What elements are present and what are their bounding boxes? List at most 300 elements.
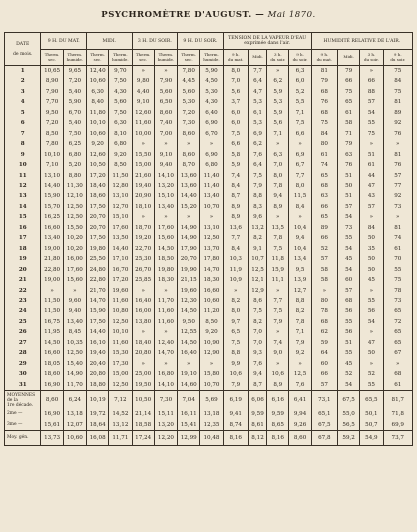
value-cell: 9,20: [109, 150, 132, 160]
value-cell: 5,20: [63, 160, 86, 170]
value-cell: 8,0: [223, 306, 248, 316]
table-row: [5, 265, 413, 275]
value-cell: 7,7: [248, 66, 266, 77]
value-cell: 15,00: [109, 369, 132, 379]
value-cell: 50,1: [360, 409, 383, 419]
value-cell: 8,4: [223, 244, 248, 254]
value-cell: 12,50: [63, 348, 86, 358]
value-cell: 8,60: [178, 150, 200, 160]
value-cell: 13,60: [178, 171, 200, 181]
value-cell: »: [311, 286, 337, 296]
value-cell: 57: [311, 254, 337, 264]
value-cell: 21,15: [178, 275, 200, 285]
value-cell: 7,1: [289, 327, 311, 337]
value-cell: 7,90: [41, 87, 63, 97]
value-cell: 19,40: [132, 181, 154, 191]
value-cell: 5,6: [267, 118, 289, 128]
value-cell: 10,70: [200, 380, 223, 391]
value-cell: »: [360, 139, 383, 149]
value-cell: 12,10: [63, 191, 86, 201]
value-cell: 5,6: [223, 87, 248, 97]
value-cell: 61: [360, 160, 383, 170]
sub-time-noon: Midi.: [248, 50, 266, 66]
value-cell: 7,5: [267, 306, 289, 316]
value-cell: 11,50: [41, 296, 63, 306]
value-cell: 19,50: [132, 380, 154, 391]
day-cell: 11: [5, 171, 41, 181]
value-cell: 15,9: [267, 265, 289, 275]
value-cell: 14,50: [178, 338, 200, 348]
value-cell: 13,18: [63, 409, 86, 419]
value-cell: »: [223, 286, 248, 296]
value-cell: 50: [360, 348, 383, 358]
value-cell: 13,80: [132, 317, 154, 327]
value-cell: 19,00: [41, 244, 63, 254]
value-cell: 14,40: [178, 191, 200, 201]
day-cell: 29: [5, 359, 41, 369]
value-cell: 80: [311, 139, 337, 149]
value-cell: 14,40: [86, 327, 108, 337]
value-cell: 11,71: [109, 430, 132, 445]
value-cell: 6,70: [63, 108, 86, 118]
value-cell: 21,80: [41, 254, 63, 264]
value-cell: 8,2: [223, 296, 248, 306]
table-row: [5, 212, 413, 222]
value-cell: »: [200, 212, 223, 222]
value-cell: 4,30: [200, 97, 223, 107]
value-cell: 51: [338, 171, 360, 181]
value-cell: 8,6: [248, 296, 266, 306]
value-cell: 6,90: [200, 118, 223, 128]
value-cell: »: [360, 212, 383, 222]
value-cell: 8,2: [248, 317, 266, 327]
value-cell: 19,40: [86, 348, 108, 358]
day-cell: 28: [5, 348, 41, 358]
value-cell: 5,3: [248, 118, 266, 128]
value-cell: 66: [311, 369, 337, 379]
value-cell: 7,7: [267, 296, 289, 306]
value-cell: 11,95: [41, 327, 63, 337]
value-cell: 9,20: [86, 139, 108, 149]
value-cell: 11,40: [200, 181, 223, 191]
value-cell: 54: [338, 212, 360, 222]
value-cell: 9,70: [109, 66, 132, 77]
value-cell: 55: [383, 265, 412, 275]
value-cell: 7,30: [178, 118, 200, 128]
value-cell: 22,80: [41, 265, 63, 275]
value-cell: 16,60: [41, 348, 63, 358]
value-cell: 11,60: [154, 306, 177, 316]
value-cell: »: [178, 139, 200, 149]
value-cell: 9,59: [248, 409, 266, 419]
value-cell: 16,75: [41, 317, 63, 327]
value-cell: 66: [360, 76, 383, 86]
value-cell: 11,70: [63, 380, 86, 391]
value-cell: 11,1: [267, 275, 289, 285]
value-cell: »: [360, 66, 383, 77]
day-cell: 12: [5, 181, 41, 191]
value-cell: 7,50: [63, 129, 86, 139]
value-cell: 65: [338, 97, 360, 107]
value-cell: 6,1: [248, 108, 266, 118]
value-cell: 8,8: [248, 191, 266, 201]
value-cell: »: [289, 359, 311, 369]
value-cell: 57: [338, 286, 360, 296]
value-cell: 15,00: [132, 160, 154, 170]
value-cell: 57: [311, 380, 337, 391]
value-cell: 8,74: [223, 420, 248, 431]
value-cell: 7,5: [267, 244, 289, 254]
table-row: [5, 286, 413, 296]
day-cell: 3: [5, 87, 41, 97]
value-cell: 52: [338, 369, 360, 379]
value-cell: 11,20: [200, 306, 223, 316]
value-cell: 13,5: [267, 223, 289, 233]
day-cell: 23: [5, 296, 41, 306]
value-cell: »: [154, 212, 177, 222]
value-cell: 13,4: [289, 254, 311, 264]
value-cell: 5,69: [200, 391, 223, 410]
value-cell: 45: [338, 254, 360, 264]
value-cell: 54: [338, 265, 360, 275]
value-cell: 68: [311, 87, 337, 97]
value-cell: 35: [360, 244, 383, 254]
value-cell: 18,30: [200, 275, 223, 285]
value-cell: 15,80: [200, 369, 223, 379]
value-cell: 57: [360, 202, 383, 212]
value-cell: 10,20: [63, 233, 86, 243]
value-cell: 7,5: [248, 171, 266, 181]
value-cell: 11,60: [109, 338, 132, 348]
value-cell: 73: [383, 296, 412, 306]
value-cell: 13,73: [41, 430, 63, 445]
value-cell: 54: [360, 108, 383, 118]
value-cell: 6,25: [63, 139, 86, 149]
value-cell: 7,9: [248, 181, 266, 191]
value-cell: 7,5: [223, 338, 248, 348]
value-cell: 11,50: [41, 306, 63, 316]
day-cell: 1: [5, 66, 41, 77]
average-row-decade-1-label: MOYENNES de la 1re décade.: [5, 391, 41, 410]
value-cell: 5,9: [267, 108, 289, 118]
value-cell: 15,30: [109, 348, 132, 358]
value-cell: 7,0: [248, 338, 266, 348]
value-cell: 15,10: [154, 191, 177, 201]
value-cell: 10,48: [200, 430, 223, 445]
value-cell: 8,3: [248, 202, 266, 212]
value-cell: 12,30: [178, 296, 200, 306]
sub-therm-sec: Therm. sec.: [41, 50, 63, 66]
value-cell: 66: [338, 76, 360, 86]
value-cell: 5,9: [267, 87, 289, 97]
value-cell: 17,30: [109, 359, 132, 369]
day-cell: 20: [5, 265, 41, 275]
value-cell: »: [132, 66, 154, 77]
day-cell: 22: [5, 286, 41, 296]
value-cell: 8,16: [223, 430, 248, 445]
value-cell: »: [267, 212, 289, 222]
value-cell: 55: [338, 317, 360, 327]
value-cell: 9,26: [289, 420, 311, 431]
sub-time-9pm: 9 h. du soir.: [383, 50, 412, 66]
value-cell: 12,70: [109, 202, 132, 212]
average-row-decade-3-label: 3me —: [5, 420, 41, 431]
value-cell: »: [132, 286, 154, 296]
value-cell: 7,70: [41, 97, 63, 107]
value-cell: 17,20: [86, 171, 108, 181]
value-cell: 16,40: [178, 348, 200, 358]
value-cell: 18,70: [132, 223, 154, 233]
value-cell: 6,6: [223, 139, 248, 149]
value-cell: 12,99: [178, 430, 200, 445]
value-cell: 19,60: [109, 286, 132, 296]
value-cell: 12,50: [109, 317, 132, 327]
value-cell: 5,60: [154, 87, 177, 97]
sub-time-noon: Midi.: [338, 50, 360, 66]
value-cell: 17,50: [86, 317, 108, 327]
value-cell: 7,1: [267, 129, 289, 139]
table-row: [5, 317, 413, 327]
value-cell: 10,90: [200, 338, 223, 348]
day-cell: 26: [5, 327, 41, 337]
value-cell: 84: [360, 223, 383, 233]
value-cell: 18,05: [41, 359, 63, 369]
value-cell: 8,61: [248, 420, 266, 431]
value-cell: »: [63, 286, 86, 296]
day-cell: 6: [5, 118, 41, 128]
value-cell: 65: [383, 306, 412, 316]
value-cell: 20,70: [178, 254, 200, 264]
sub-therm-sec: Therm. sec.: [86, 50, 108, 66]
value-cell: 13,60: [178, 181, 200, 191]
value-cell: 19,80: [86, 244, 108, 254]
day-cell: 17: [5, 233, 41, 243]
value-cell: »: [132, 139, 154, 149]
value-cell: 7,10: [41, 160, 63, 170]
value-cell: 15,41: [178, 420, 200, 431]
value-cell: 6,7: [289, 160, 311, 170]
value-cell: 6,4: [248, 160, 266, 170]
value-cell: 81: [383, 97, 412, 107]
value-cell: 15,70: [41, 202, 63, 212]
table-row: [5, 369, 413, 379]
value-cell: 73,7: [383, 430, 412, 445]
value-cell: 6,50: [154, 97, 177, 107]
value-cell: 8,50: [200, 317, 223, 327]
value-cell: 10,9: [223, 275, 248, 285]
value-cell: 5,30: [178, 97, 200, 107]
value-cell: 13,50: [109, 233, 132, 243]
value-cell: 20,40: [86, 359, 108, 369]
value-cell: 4,30: [109, 87, 132, 97]
value-cell: 56: [338, 327, 360, 337]
value-cell: 6,6: [289, 129, 311, 139]
value-cell: 65,5: [360, 391, 383, 410]
monthly-average-row: [5, 430, 413, 445]
value-cell: 77: [383, 181, 412, 191]
value-cell: 72: [383, 317, 412, 327]
table-row: [5, 306, 413, 316]
value-cell: »: [41, 286, 63, 296]
value-cell: 18,40: [86, 181, 108, 191]
day-cell: 13: [5, 191, 41, 201]
value-cell: 9,59: [267, 409, 289, 419]
value-cell: 16,90: [41, 409, 63, 419]
value-cell: 6,5: [223, 327, 248, 337]
value-cell: 7,00: [154, 129, 177, 139]
average-row-decade-3: [5, 420, 413, 431]
value-cell: 6,19: [223, 391, 248, 410]
value-cell: 88: [360, 87, 383, 97]
value-cell: 7,50: [109, 108, 132, 118]
value-cell: 8,2: [248, 233, 266, 243]
value-cell: 14,10: [154, 380, 177, 391]
value-cell: 8,9: [267, 380, 289, 391]
value-cell: 9,10: [132, 97, 154, 107]
value-cell: 8,60: [289, 430, 311, 445]
value-cell: 12,7: [289, 286, 311, 296]
value-cell: »: [132, 327, 154, 337]
value-cell: 5,90: [200, 66, 223, 77]
value-cell: 69,9: [383, 420, 412, 431]
value-cell: 5,3: [248, 97, 266, 107]
value-cell: 3,7: [223, 97, 248, 107]
value-cell: 84: [311, 129, 337, 139]
value-cell: »: [267, 359, 289, 369]
value-cell: 8,45: [63, 327, 86, 337]
value-cell: 19,72: [86, 409, 108, 419]
value-cell: 19,10: [178, 369, 200, 379]
value-cell: 55: [360, 118, 383, 128]
value-cell: 17,60: [154, 223, 177, 233]
value-cell: 8,2: [289, 306, 311, 316]
value-cell: 8,16: [267, 430, 289, 445]
value-cell: 25,30: [132, 254, 154, 264]
group-header-noon: MIDI.: [86, 33, 132, 50]
value-cell: 9,41: [223, 409, 248, 419]
sub-time-9am: 9 h. du mat.: [311, 50, 337, 66]
value-cell: 10,50: [132, 391, 154, 410]
value-cell: 5,8: [223, 150, 248, 160]
value-cell: 6,9: [289, 150, 311, 160]
value-cell: 7,8: [267, 233, 289, 243]
value-cell: 61: [383, 244, 412, 254]
value-cell: 58: [338, 118, 360, 128]
table-row: [5, 254, 413, 264]
value-cell: 5,2: [289, 87, 311, 97]
value-cell: 56: [338, 306, 360, 316]
value-cell: 58: [311, 275, 337, 285]
value-cell: 13,20: [154, 420, 177, 431]
value-cell: 68: [311, 317, 337, 327]
value-cell: 9,7: [223, 317, 248, 327]
table-row: [5, 118, 413, 128]
table-row: [5, 97, 413, 107]
value-cell: 7,80: [41, 139, 63, 149]
value-cell: »: [267, 139, 289, 149]
value-cell: 78: [311, 306, 337, 316]
value-cell: 54,9: [360, 430, 383, 445]
value-cell: 8,7: [248, 380, 266, 391]
value-cell: 7,4: [267, 338, 289, 348]
value-cell: »: [178, 212, 200, 222]
value-cell: 8,60: [178, 129, 200, 139]
value-cell: 7,20: [41, 118, 63, 128]
tension-header: TENSION DE LA VAPEUR D'EAU exprimée dans l'air.: [223, 33, 311, 50]
value-cell: 7,0: [248, 327, 266, 337]
value-cell: 13,12: [109, 420, 132, 431]
sub-time-9pm: 9 h. du soir.: [289, 50, 311, 66]
value-cell: 9,4: [267, 191, 289, 201]
value-cell: 9,1: [248, 244, 266, 254]
value-cell: 17,50: [86, 202, 108, 212]
value-cell: 10,6: [223, 369, 248, 379]
group-header-9pm: 9 H. DU SOIR.: [178, 33, 224, 50]
value-cell: »: [178, 359, 200, 369]
value-cell: 58: [311, 265, 337, 275]
value-cell: 76: [311, 97, 337, 107]
value-cell: 14,10: [154, 171, 177, 181]
table-row: [5, 359, 413, 369]
day-cell: 15: [5, 212, 41, 222]
value-cell: 81: [311, 66, 337, 77]
value-cell: 11,9: [223, 265, 248, 275]
value-cell: 14,70: [154, 348, 177, 358]
value-cell: 9,9: [223, 359, 248, 369]
value-cell: 6,80: [200, 160, 223, 170]
value-cell: 22,80: [86, 275, 108, 285]
average-row-decade-2: [5, 409, 413, 419]
sub-therm-humide: Therm. humide.: [154, 50, 177, 66]
value-cell: 6,40: [200, 108, 223, 118]
value-cell: 6,06: [248, 391, 266, 410]
day-cell: 14: [5, 202, 41, 212]
table-row: [5, 76, 413, 86]
value-cell: 11,30: [63, 181, 86, 191]
value-cell: 4,45: [178, 76, 200, 86]
value-cell: 8,90: [41, 76, 63, 86]
value-cell: 4,50: [200, 76, 223, 86]
value-cell: 74: [383, 233, 412, 243]
value-cell: 13,40: [63, 317, 86, 327]
value-cell: »: [383, 359, 412, 369]
sub-therm-sec: Therm. sec.: [132, 50, 154, 66]
value-cell: 21,70: [86, 286, 108, 296]
value-cell: 73: [383, 202, 412, 212]
value-cell: 25,00: [132, 369, 154, 379]
value-cell: 6,70: [200, 129, 223, 139]
value-cell: 10,4: [289, 244, 311, 254]
value-cell: 5,5: [289, 97, 311, 107]
average-row-decade-2-label: 2me —: [5, 409, 41, 419]
value-cell: 15,60: [154, 233, 177, 243]
value-cell: 75: [383, 66, 412, 77]
value-cell: 9,2: [289, 348, 311, 358]
value-cell: »: [360, 359, 383, 369]
value-cell: 10,80: [109, 306, 132, 316]
value-cell: 5,3: [267, 97, 289, 107]
value-cell: 57: [338, 202, 360, 212]
value-cell: 14,90: [63, 369, 86, 379]
value-cell: 12,50: [63, 202, 86, 212]
value-cell: 14,90: [178, 233, 200, 243]
group-header-3pm: 3 H. DU SOIR.: [132, 33, 178, 50]
value-cell: 45: [360, 275, 383, 285]
value-cell: 18,50: [154, 254, 177, 264]
table-row: [5, 327, 413, 337]
value-cell: 9,4: [248, 369, 266, 379]
table-row: [5, 233, 413, 243]
